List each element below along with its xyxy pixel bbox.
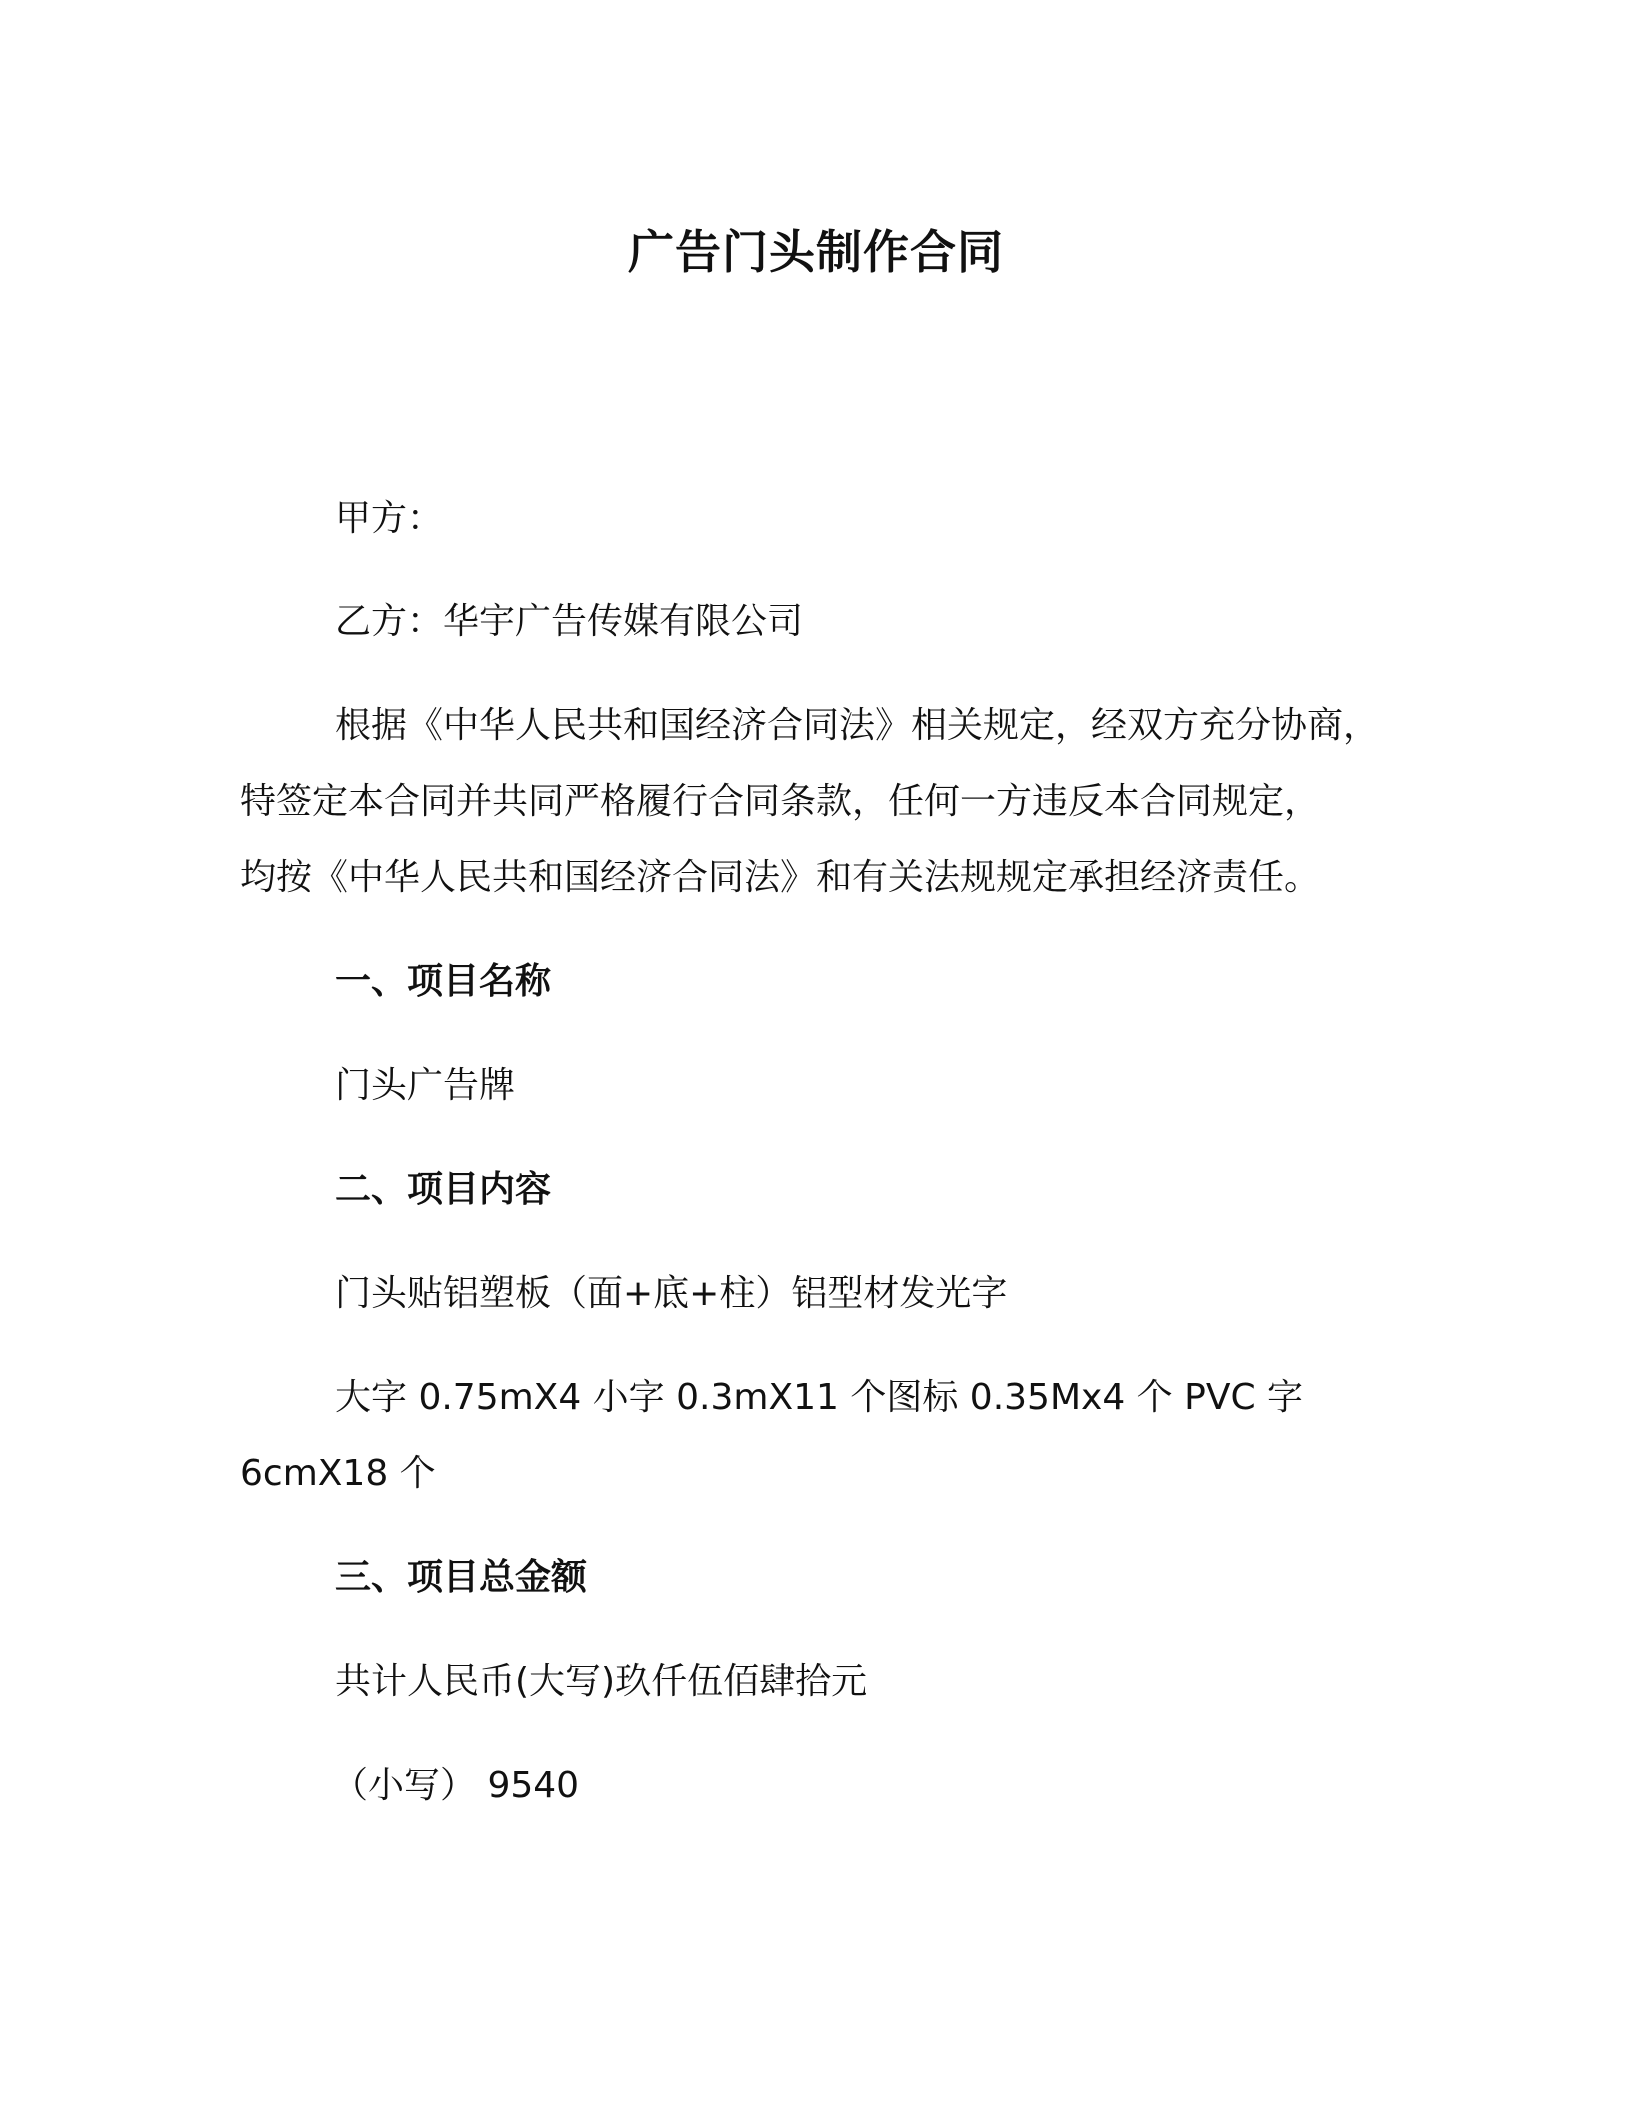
section-2-body-1: 门头贴铝塑板（面+底+柱）铝型材发光字 <box>335 1273 1008 1314</box>
party-b-line: 乙方：华宇广告传媒有限公司 <box>335 601 804 642</box>
section-2-heading: 二、项目内容 <box>335 1169 552 1210</box>
section-2-body-2-continued: 6cmX18 个 <box>240 1453 436 1494</box>
amount-in-figures: （小写） 9540 <box>332 1765 580 1806</box>
preamble-line-2: 特签定本合同并共同严格履行合同条款，任何一方违反本合同规定， <box>240 781 1321 822</box>
section-2-body-2: 大字 0.75mX4 小字 0.3mX11 个图标 0.35Mx4 个 PVC 字 <box>335 1377 1304 1418</box>
preamble-line-1: 根据《中华人民共和国经济合同法》相关规定，经双方充分协商， <box>335 705 1380 746</box>
party-a-line: 甲方： <box>335 498 444 539</box>
preamble-line-3: 均按《中华人民共和国经济合同法》和有关法规规定承担经济责任。 <box>240 857 1321 898</box>
section-1-heading: 一、项目名称 <box>335 961 552 1002</box>
document-title: 广告门头制作合同 <box>628 225 1004 279</box>
section-1-body: 门头广告牌 <box>335 1065 516 1106</box>
section-3-heading: 三、项目总金额 <box>335 1557 588 1598</box>
amount-in-words: 共计人民币(大写)玖仟伍佰肆拾元 <box>335 1661 868 1702</box>
